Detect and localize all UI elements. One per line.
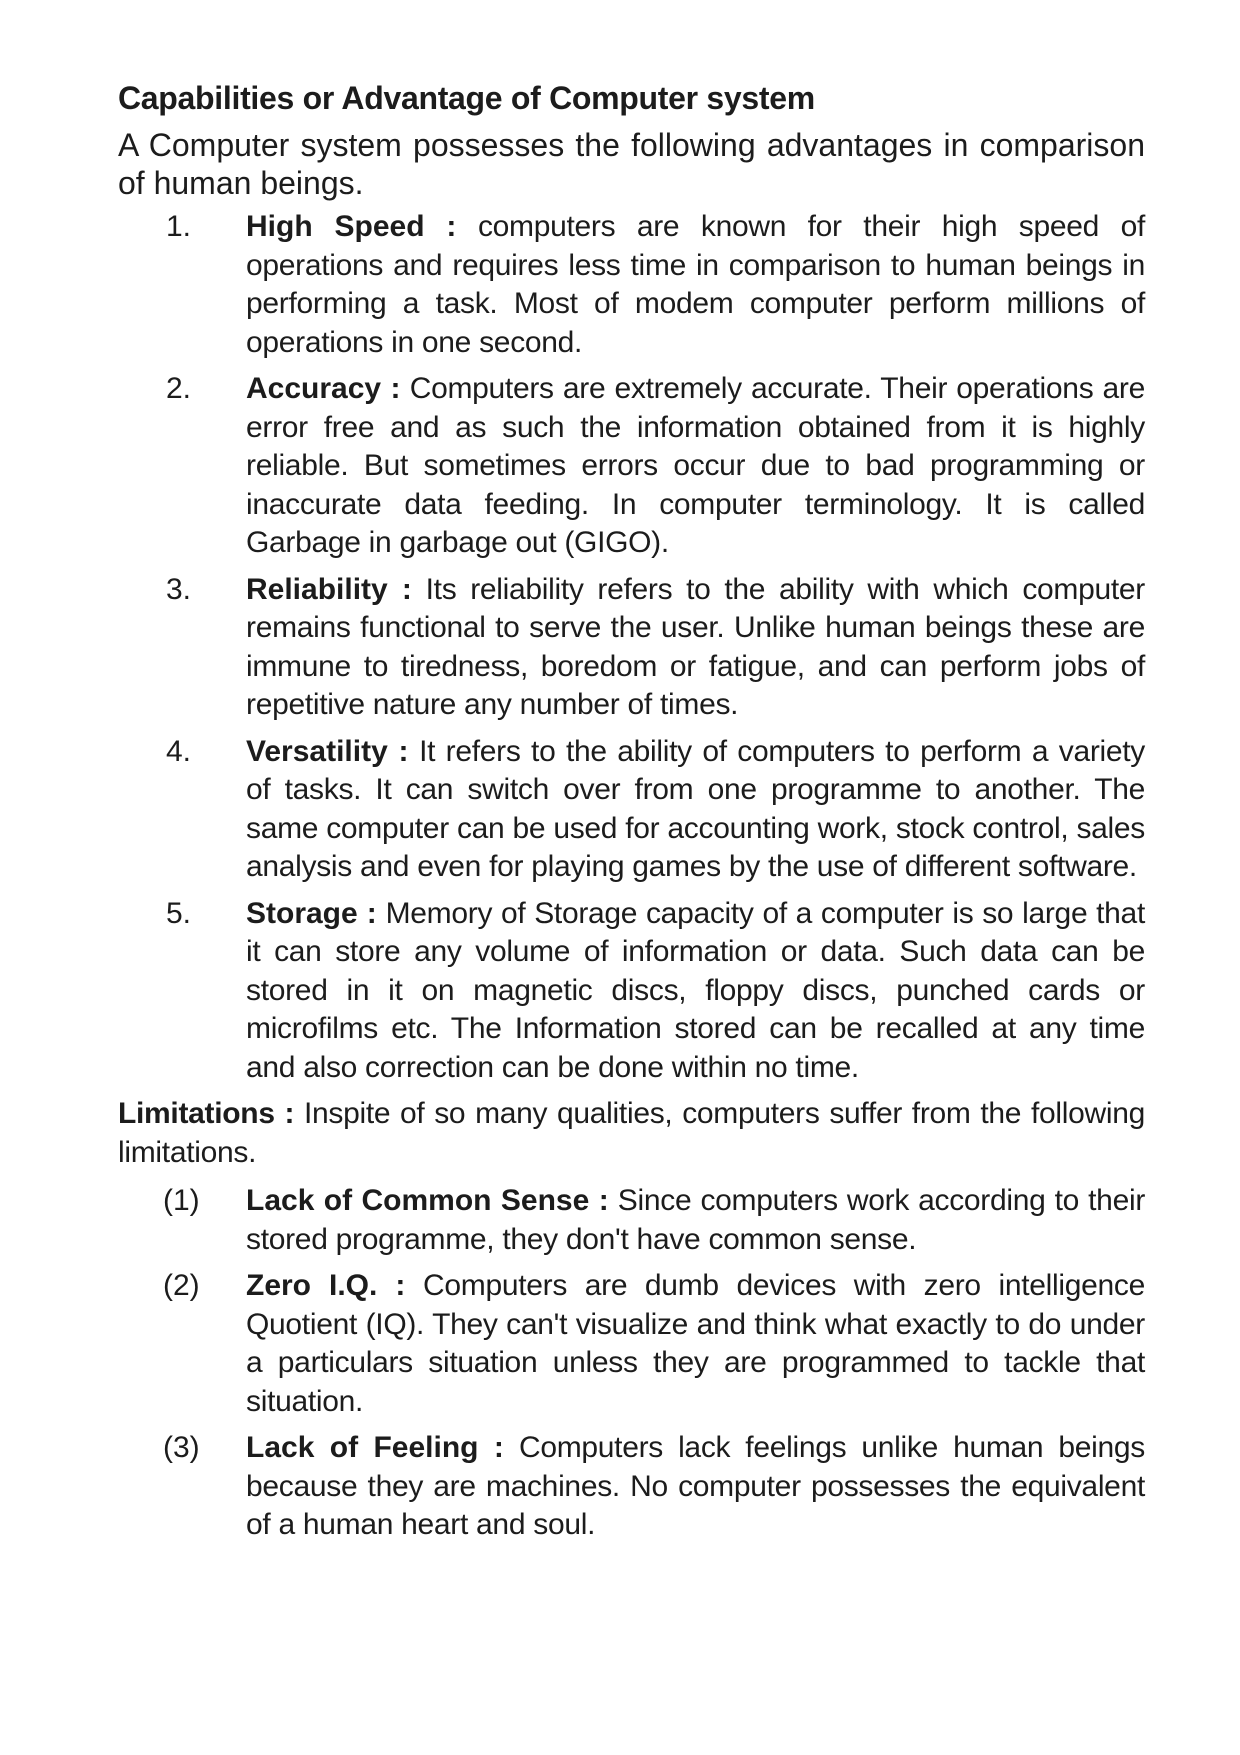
intro-paragraph: A Computer system possesses the following advantages in comparison of human beings. bbox=[118, 127, 1145, 201]
list-item bbox=[118, 895, 1145, 1088]
item-title: Reliability : bbox=[246, 572, 412, 606]
list-item bbox=[118, 370, 1145, 563]
list-item bbox=[118, 1429, 1145, 1545]
item-text: Computers are dumb devices with zero intelligence Quotient (IQ). They can't visualize and think what exactly to do under a particulars situation unless they are programmed to tackle that situation. bbox=[246, 1269, 1145, 1418]
item-number: 4. bbox=[166, 734, 192, 768]
item-title: High Speed : bbox=[246, 210, 457, 243]
limitations-list bbox=[118, 1182, 1145, 1545]
list-item bbox=[118, 571, 1145, 725]
item-body bbox=[246, 733, 1145, 887]
item-title: Lack of Common Sense : bbox=[246, 1184, 609, 1217]
item-title: Accuracy : bbox=[246, 372, 401, 405]
item-number: (3) bbox=[163, 1431, 200, 1464]
item-text: Computers are extremely accurate. Their operations are error free and as such the information obtained from it is highly reliable. But sometimes errors occur due to bad programming or inaccurate data feeding. In computer terminology. It is called Garbage in garbage out (GIGO). bbox=[246, 372, 1146, 559]
advantages-list bbox=[118, 208, 1145, 1087]
item-number: (1) bbox=[163, 1184, 200, 1217]
item-number: 1. bbox=[166, 210, 192, 243]
item-body bbox=[246, 1429, 1145, 1545]
item-body bbox=[246, 370, 1145, 563]
limitations-paragraph bbox=[118, 1095, 1145, 1172]
item-title: Storage : bbox=[246, 896, 377, 930]
list-item bbox=[118, 1182, 1145, 1259]
item-text: Its reliability refers to the ability with which computer remains functional to serve the user. Unlike human beings these are immune to tiredness, boredom or fatigue, and can perform jobs of repetitive nature any number of times. bbox=[246, 572, 1145, 721]
item-text: Since computers work according to their stored programme, they don't have common sense. bbox=[246, 1184, 1146, 1256]
list-item bbox=[118, 208, 1145, 362]
item-title: Zero I.Q. : bbox=[246, 1269, 406, 1302]
item-number: 2. bbox=[166, 372, 192, 405]
limitations-text: Inspite of so many qualities, computers suffer from the following limitations. bbox=[118, 1097, 1146, 1169]
item-title: Lack of Feeling : bbox=[246, 1431, 504, 1464]
item-body bbox=[246, 208, 1145, 362]
item-body bbox=[246, 895, 1145, 1088]
item-number: (2) bbox=[163, 1269, 200, 1302]
item-text: computers are known for their high speed of operations and requires less time in comparison to human beings in performing a task. Most of modem computer perform millions of operations in one second. bbox=[246, 210, 1145, 359]
item-text: It refers to the ability of computers to perform a variety of tasks. It can switch over from one programme to another. The same computer can be used for accounting work, stock control, sales analysis and even for playing games by the use of different software. bbox=[246, 734, 1146, 883]
item-number: 3. bbox=[166, 572, 192, 606]
item-number: 5. bbox=[166, 896, 192, 930]
item-title: Versatility : bbox=[246, 734, 409, 768]
list-item bbox=[118, 1267, 1145, 1421]
limitations-title: Limitations : bbox=[118, 1097, 295, 1130]
section-heading: Capabilities or Advantage of Computer system bbox=[118, 80, 815, 116]
item-body bbox=[246, 571, 1145, 725]
list-item bbox=[118, 733, 1145, 887]
item-text: Computers lack feelings unlike human beings because they are machines. No computer possesses the equivalent of a human heart and soul. bbox=[246, 1431, 1145, 1541]
item-text: Memory of Storage capacity of a computer is so large that it can store any volume of information or data. Such data can be stored in it on magnetic discs, floppy discs, punched cards or microfilms etc. The Information stored can be recalled at any time and also correction can be done within no time. bbox=[246, 896, 1145, 1084]
item-body bbox=[246, 1182, 1145, 1259]
item-body bbox=[246, 1267, 1145, 1421]
